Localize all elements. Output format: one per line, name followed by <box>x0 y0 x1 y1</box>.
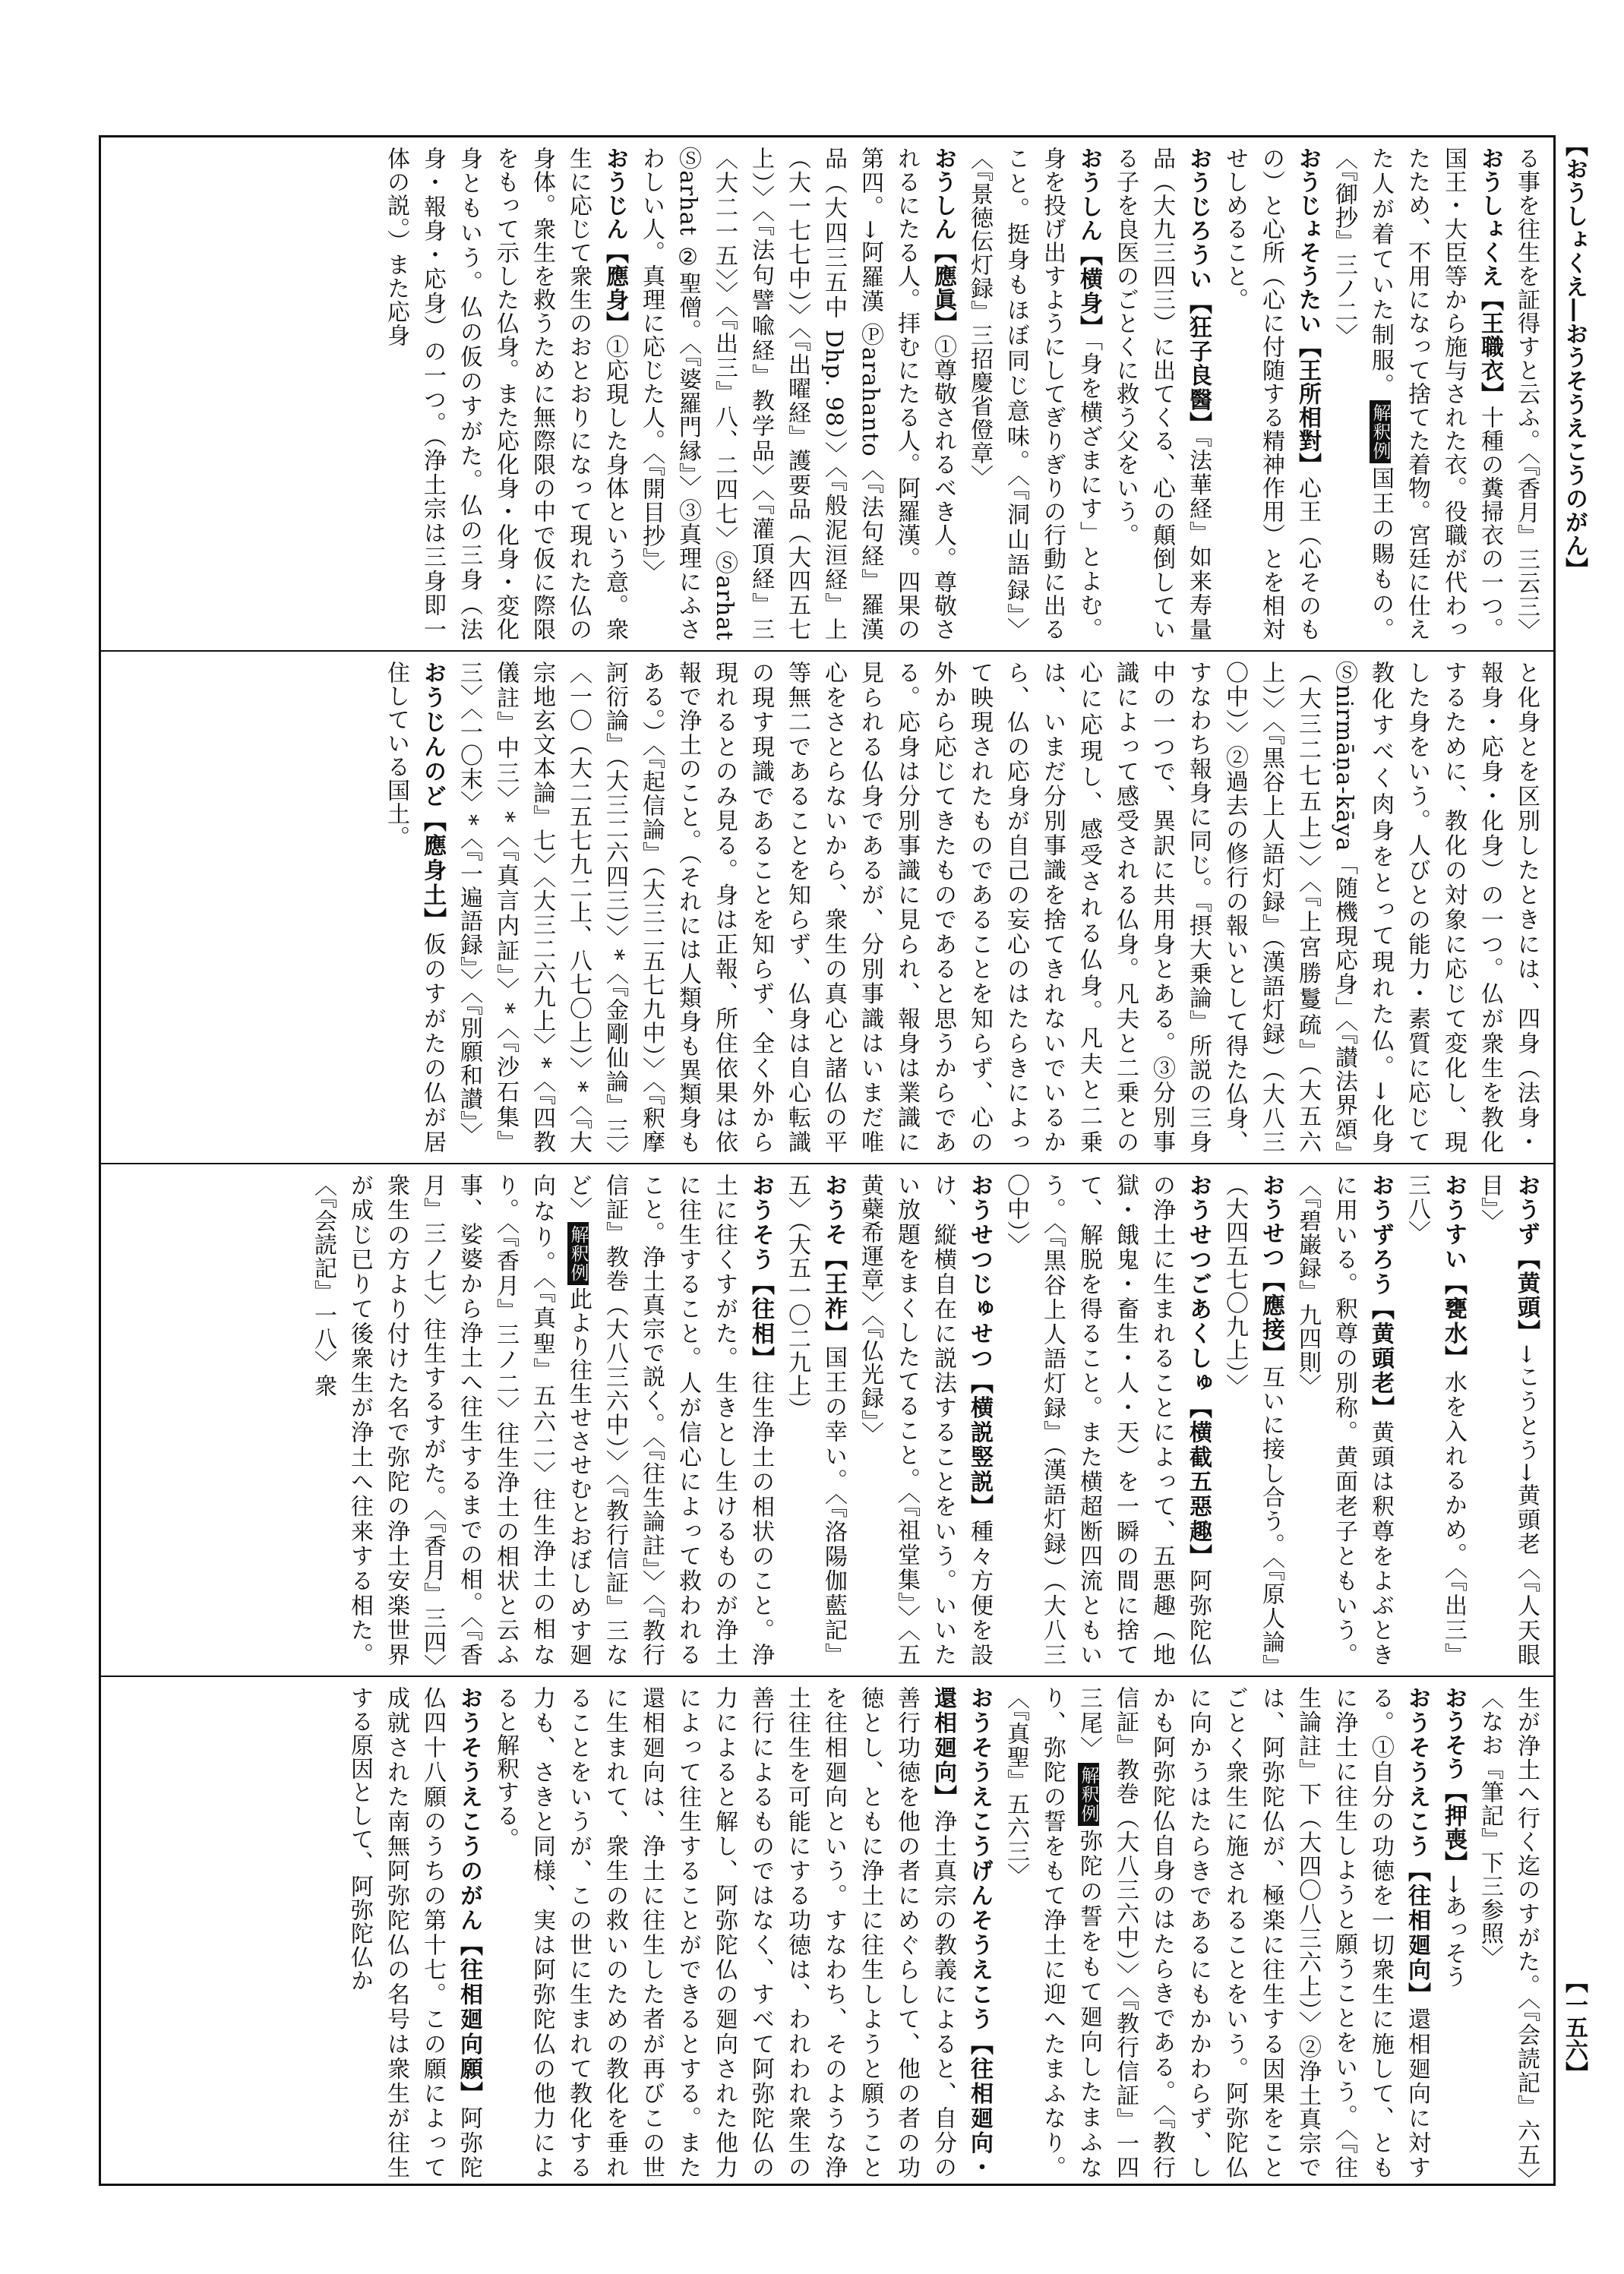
entry-headword: おうそう【往相】 <box>747 1173 774 1372</box>
entry-body: 浄土真宗の教義によると、自分の善行功徳を他の者にめぐらして、他の者の功徳とし、ともに浄土に往生しようと願うことを往相廻向という。すなわち、そのような浄土往生を可能にする功徳は、われわれ衆生の善行によるものではなく、すべて阿弥陀仏の力によると解し、阿弥陀仏の廻向された他力によって往生することができるとする。また還相廻向は、浄土に往生した者が再びこの世に生まれて、衆生の救いのための教化を垂れることをいうが、この世に生まれて教化する力も、さきと同様、実は阿弥陀仏の他力によると解釈する。 <box>492 1686 956 2180</box>
running-head: 【おうしょくえ―おうそうえこうのがん】 <box>1561 134 1588 581</box>
dictionary-entry <box>1435 1686 1471 2179</box>
dictionary-entry <box>1398 1173 1471 1666</box>
entry-body: 還相廻向に対する。①自分の功徳を一切衆生に施して、ともに浄土に往生しようと願うことをいう。〈『往生論註』下（大四〇八三六上）〉②浄土真宗では、阿弥陀仏が、極楽に往生する因果をことごとく衆生に施されることをいう。阿弥陀仏に向かうはたらきであるにもかかわらず、しかも阿弥陀仏自身のはたらきである。〈『教行信証』教巻（大八三六中）〉〈『教行信証』一四三尾〉 <box>1076 1686 1430 2180</box>
entry-headword: おうしん【應眞】 <box>930 147 956 335</box>
entry-body: ①尊敬されるべき人。尊敬されるにたる人。拝むにたる人。阿羅漢。四果の第四。→阿羅漢 Ⓟarahanto〈『法句経』羅漢品（大四三五中 Dhp. 98）〉〈『般泥洹経』上（大一七七中）〉〈『出曜経』護要品（大四五七上）〉〈『法句譬喩経』教学品〉〈『灌頂経』三〈大二一五〉〉〈『出三』八、二四七〉Ⓢarhat Ⓢarhat ②聖僧。〈『婆羅門縁』〉③真理にふさわしい人。真理に応じた人。〈『開目抄』〉 <box>638 147 956 641</box>
entry-example: 弥陀の誓をもて廻向したまふなり、弥陀の誓をもて浄土に迎へたまふなり。〈『真聖』五六三〉 <box>1003 1686 1102 2180</box>
tier-1 <box>101 137 1553 650</box>
dictionary-entry <box>378 661 450 1154</box>
entry-body: →こうとう→黄頭老〈『人天眼目』〉 <box>1477 1173 1540 1666</box>
entry-headword: おうすい【甕水】 <box>1440 1173 1467 1371</box>
entry-body: 国王の幸い。〈『洛陽伽藍記』五〉（大五一〇二九上） <box>784 1173 847 1667</box>
dictionary-entry <box>997 1686 1435 2179</box>
entry-headword: おうそうえこうのがん【往相廻向願】 <box>456 1686 482 2106</box>
continuation-text: 生が浄土へ行く迄のすがた。〈『会読記』六五〉〈なお『筆記』下三参照〉 <box>1477 1686 1540 2179</box>
entry-headword: おうせつ【應接】 <box>1258 1173 1284 1366</box>
entry-headword: おうそうえこう【往相廻向】 <box>1404 1686 1430 2007</box>
entry-headword: おうじょそうたい【王所相對】 <box>1294 147 1321 476</box>
entry-example: 国王の賜もの。〈『御抄』三ノ二〉 <box>1331 147 1394 642</box>
tier-2 <box>101 650 1553 1163</box>
tier-2-text <box>110 661 1544 1154</box>
entry-body: →あっそう <box>1440 1874 1467 1989</box>
text-frame <box>99 135 1556 2186</box>
usage-example-tag: 解釈例 <box>1370 400 1391 463</box>
dictionary-entry <box>1325 147 1508 641</box>
entry-body: 「身を横ざまにす」とよむ。身を投げ出すようにしてぎりぎりの行動に出ること。挺身もほぼ同じ意味。〈『洞山語録』〉〈『景徳伝灯録』三招慶省僜章〉 <box>966 147 1102 641</box>
entry-body: ①応現した身体という意。衆生に応じて衆生のおとおりになって現れた仏の身体。衆生を救うために無際限の中で仮に際限をもって示した仏身。また応化身・化身・変化身ともいう。仏の仮のすがた。仏の三身（法身・報身・応身）の一つ。（浄土宗は三身即一体の説。）また応身 <box>383 147 628 642</box>
entry-body: 種々方便を設け、縦横自在に説法することをいう。いいたい放題をまくしたてること。〈『祖堂集』〉〈五黄蘗希運章〉〈『仏光録』〉 <box>857 1173 993 1667</box>
entry-headword: おうそ【王祚】 <box>820 1173 847 1346</box>
dictionary-entry <box>779 1173 851 1666</box>
tier-4-text <box>110 1686 1544 2179</box>
dictionary-entry <box>1216 1173 1289 1666</box>
tier-3-text <box>110 1173 1544 1666</box>
entry-body: 仮のすがたの仏が居住している国土。 <box>383 661 446 1154</box>
entry-body: 阿弥陀仏の浄土に生まれることによって、五悪趣（地獄・餓鬼・畜生・人・天）を一瞬の間に捨てて、解脱を得ること。また横超断四流ともいう。〈『黒谷上人語灯録』（漢語灯録）（大八三〇中）〉 <box>1003 1173 1212 1667</box>
dictionary-entry <box>341 1686 487 2179</box>
dictionary-entry <box>378 147 633 641</box>
entry-headword: おうしょくえ【王職衣】 <box>1477 147 1503 406</box>
tier-4 <box>101 1675 1553 2188</box>
entry-body: 往生浄土の相状のこと。浄土に往くすがた。生きとし生けるものが浄土に往生すること。人が信心によって救われること。浄土真宗で説く。〈『往生論註』〉〈『教行信証』教巻（大八三六中）〉〈『教行信証』三など〉 <box>565 1173 774 1667</box>
dictionary-entry <box>997 1173 1216 1666</box>
entry-headword: おうじろうい【狂子良醫】 <box>1185 147 1212 436</box>
dictionary-entry <box>1289 1173 1398 1666</box>
continuation-text: る事を往生を証得すと云ふ。〈『香月』三云三〉 <box>1513 147 1540 642</box>
entry-headword: おうず【黄頭】 <box>1513 1173 1540 1344</box>
dictionary-entry <box>961 147 1107 641</box>
dictionary-entry <box>487 1686 997 2179</box>
dictionary-entry <box>851 1173 997 1666</box>
entry-body: 阿弥陀仏四十八願のうちの第十七。この願によって成就された南無阿弥陀仏の名号は衆生が往生する原因として、阿弥陀仏か <box>346 1686 482 2180</box>
tier-1-text <box>110 147 1544 641</box>
entry-body: 水を入れるかめ。〈『出三』三八〉 <box>1404 1173 1467 1667</box>
entry-body: 互いに接し合う。〈『原人論』（大四五七〇九上）〉 <box>1221 1173 1284 1667</box>
entry-headword: おうじんのど【應身土】 <box>419 661 446 933</box>
usage-example-tag: 解釈例 <box>1078 1763 1099 1826</box>
dictionary-entry <box>1216 147 1325 641</box>
entry-headword: おうせつじゅせつ【横説竪説】 <box>966 1173 993 1520</box>
dictionary-entry <box>633 147 961 641</box>
entry-body: 『法華経』如来寿量品（大九三四三）に出てくる、心の顛倒している子を良医のごとくに救う父をいう。 <box>1112 147 1212 641</box>
entry-body: 黄頭は釈尊をよぶときに用いる。釈尊の別称。黄面老子ともいう。〈『碧巌録』九四則〉 <box>1294 1173 1394 1667</box>
entry-headword: おうそうえこうげんそうえこう【往相廻向・還相廻向】 <box>930 1686 993 2179</box>
dictionary-entry <box>305 1173 779 1666</box>
dictionary-entry <box>1107 147 1216 641</box>
usage-example-tag: 解釈例 <box>567 1222 589 1285</box>
entry-headword: おうずろう【黄頭老】 <box>1367 1173 1394 1421</box>
page-number: 【一五六】 <box>1561 1970 1588 2084</box>
entry-headword: おうしん【横身】 <box>1076 147 1102 340</box>
entry-headword: おうせつごあくしゅ【横截五惡趣】 <box>1185 1173 1212 1569</box>
entry-body: 心王（心そのもの）と心所（心に付随する精神作用）とを相対せしめること。 <box>1221 147 1321 641</box>
tier-3 <box>101 1163 1553 1675</box>
entry-body: 十種の糞掃衣の一つ。国王・大臣等から施与された衣。役職が代わったため、不用になって捨てた着物。宮廷に仕えた人が着ていた制服。 <box>1367 147 1503 641</box>
dictionary-entry <box>1471 1173 1544 1666</box>
continuation-text: と化身とを区別したときには、四身（法身・報身・応身・化身）の一つ。仏が衆生を教化するために、教化の対象に応じて変化し、現した身をいう。人びとの能力・素質に応じて教化すべく肉身をとって現れた仏。→化身Ⓢnirmāṇa-kāya「随機現応身」〈『讃法界頌』（大三二七五上）〉〈『上宮勝鬘疏』（大五六上）〉〈『黒谷上人語灯録』（漢語灯録）（大八三〇中）〉②過去の修行の報いとして得た仏身、すなわち報身に同じ。『摂大乗論』所説の三身中の一つで、異訳に共用身とある。③分別事識によって感受される仏身。凡夫と二乗との心に応現し、感受される仏身。凡夫と二乗は、いまだ分別事識を捨てきれないでいるから、仏の応身が自己の妄心のはたらきによって映現されたものであることを知らず、心の外から応じてきたものであると思うからである。応身は分別事識に見られ、報身は業識に見られる仏身であるが、分別事識はいまだ唯心をさとらないから、衆生の真心と諸仏の平等無二であることを知らず、仏身は自心転識の現す現識であることを知らず、全く外から現れるとのみ見る。身は正報、所住依果は依報で浄土のこと。（それには人類身も異類身もある。）〈『起信論』（大三二五七九中）〉〈『釈摩訶衍論』（大三二六四三）〉*〈『金剛仙論』三〉〈一〇（大二五七九二上、八七〇上）〉*〈『大宗地玄文本論』七〉〈大三二六九上〉*〈『四教儀註』中三〉*〈『真言内証』〉*〈『沙石集』三〉〈一〇末〉*〈『一遍語録』〉〈『別願和讃』〉 <box>456 661 1540 1154</box>
entry-example: 此より往生せさせむとおぼしめす廻向なり。〈『真聖』五六二〉往生浄土の相なり。〈『香月』三ノ二〉往生浄土の相状と云ふ事、娑婆から浄土へ往生するまでの相。〈『香月』三ノ七〉往生するすがた。〈『香月』三四〉衆生の方より付けた名で弥陀の浄土安楽世界が成じ已りて後衆生が浄土へ往来する相た。〈『会読記』一八〉衆 <box>310 1173 592 1667</box>
entry-headword: おうじん【應身】 <box>602 147 628 335</box>
entry-headword: おうそう【押喪】 <box>1440 1686 1467 1874</box>
